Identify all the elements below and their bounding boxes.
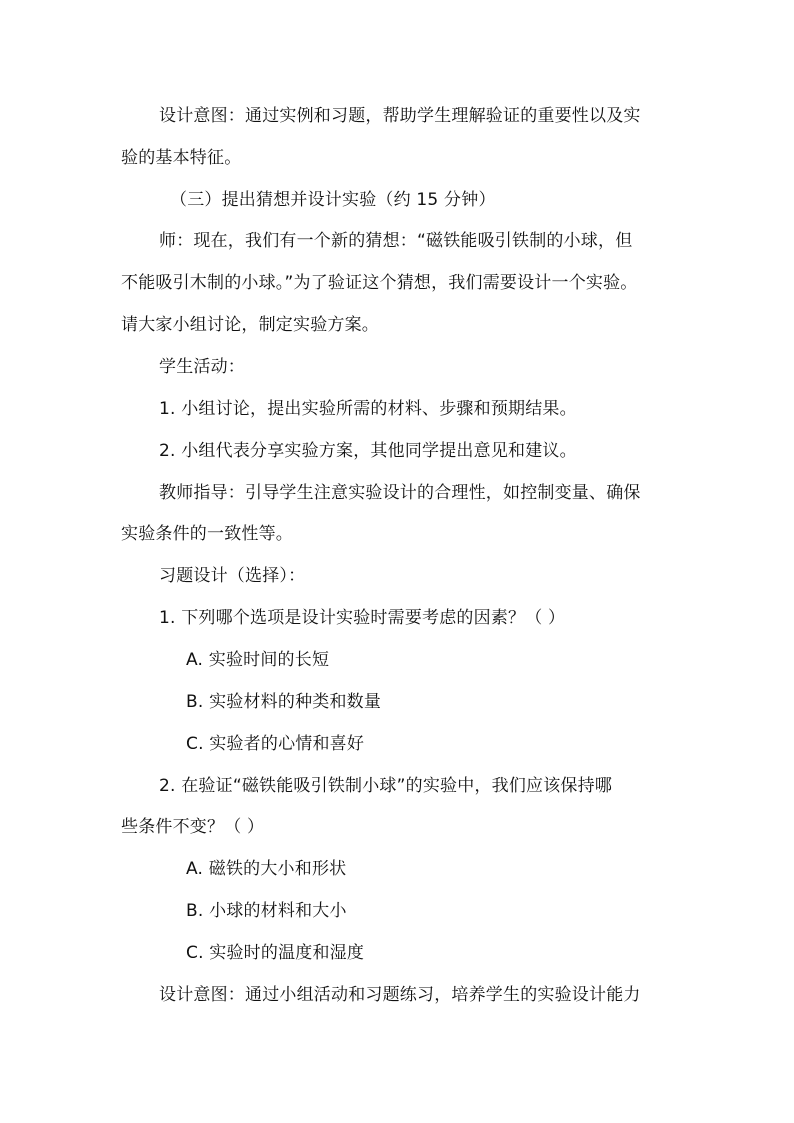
teacher-line-1: 师：现在，我们有一个新的猜想：“磁铁能吸引铁制的小球，但 xyxy=(159,231,633,251)
design-intent-1-line-1: 设计意图：通过实例和习题，帮助学生理解验证的重要性以及实 xyxy=(159,106,641,126)
question-1: 1. 下列哪个选项是设计实验时需要考虑的因素？（ ） xyxy=(159,608,566,628)
section-heading-3: （三）提出猜想并设计实验（约 15 分钟） xyxy=(170,190,496,210)
question-2-option-b: B. 小球的材料和大小 xyxy=(186,901,347,921)
teacher-guidance-line-1: 教师指导：引导学生注意实验设计的合理性，如控制变量、确保 xyxy=(159,483,641,503)
question-2-line-2: 些条件不变？（ ） xyxy=(121,817,265,837)
teacher-guidance-line-2: 实验条件的一致性等。 xyxy=(121,524,293,544)
question-2-option-a: A. 磁铁的大小和形状 xyxy=(186,859,347,879)
teacher-line-3: 请大家小组讨论，制定实验方案。 xyxy=(121,315,379,335)
student-activity-item-2: 2. 小组代表分享实验方案，其他同学提出意见和建议。 xyxy=(159,441,577,461)
student-activity-heading: 学生活动： xyxy=(159,357,245,377)
student-activity-item-1: 1. 小组讨论，提出实验所需的材料、步骤和预期结果。 xyxy=(159,399,577,419)
question-2-option-c: C. 实验时的温度和湿度 xyxy=(186,943,365,963)
question-1-option-a: A. 实验时间的长短 xyxy=(186,650,330,670)
teacher-line-2: 不能吸引木制的小球。”为了验证这个猜想，我们需要设计一个实验。 xyxy=(121,273,638,293)
design-intent-1-line-2: 验的基本特征。 xyxy=(121,148,242,168)
question-1-option-c: C. 实验者的心情和喜好 xyxy=(186,734,365,754)
question-1-option-b: B. 实验材料的种类和数量 xyxy=(186,692,382,712)
exercise-heading: 习题设计（选择）： xyxy=(159,566,306,586)
design-intent-2-line-1: 设计意图：通过小组活动和习题练习，培养学生的实验设计能力 xyxy=(159,985,641,1005)
question-2-line-1: 2. 在验证“磁铁能吸引铁制小球”的实验中，我们应该保持哪 xyxy=(159,776,613,796)
